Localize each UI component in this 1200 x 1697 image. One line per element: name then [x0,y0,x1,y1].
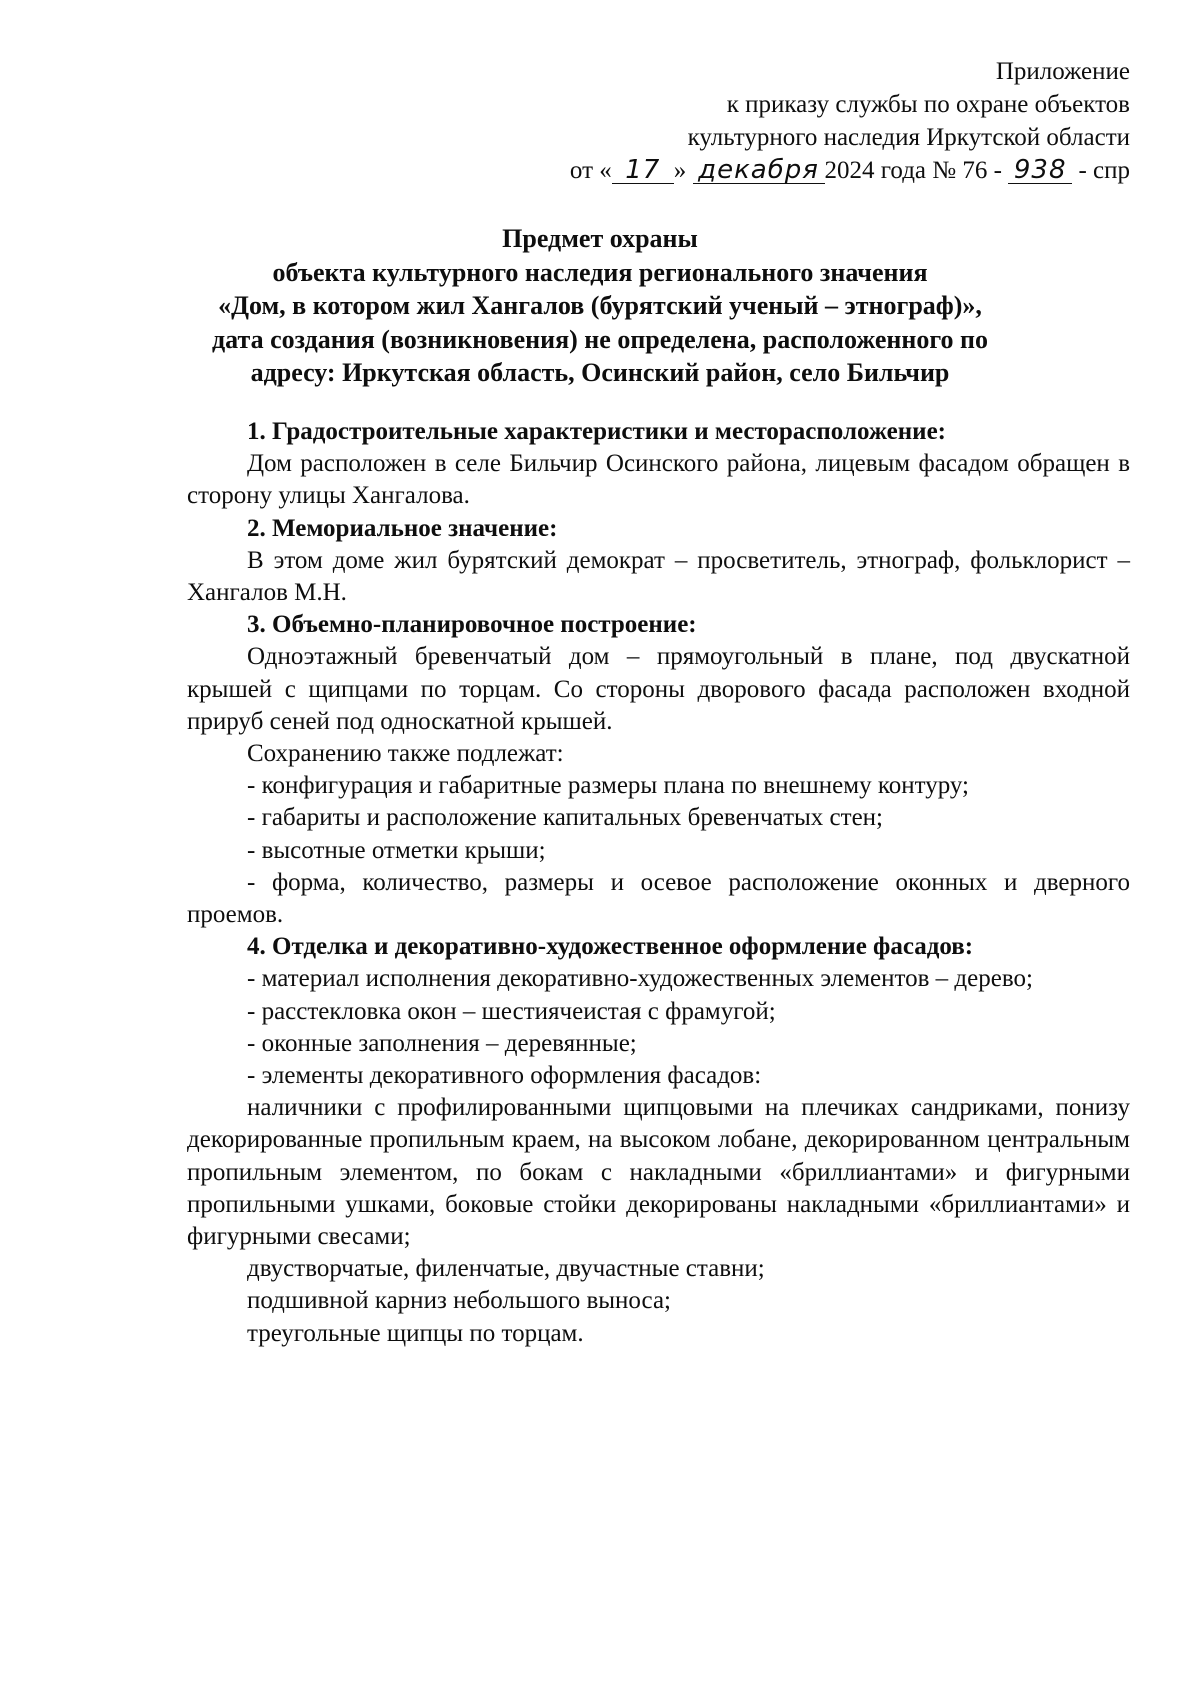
date-mid: » [673,157,687,184]
section-3-intro: Сохранению также подлежат: [247,740,564,768]
title-line: объекта культурного наследия регионального значения [272,257,928,287]
header-date-line [570,154,1130,187]
header-appendix-label: Приложение [995,58,1130,85]
handwritten-day: 17 [612,157,674,184]
title-line: дата создания (возникновения) не определена, расположенного по [212,324,988,354]
section-3-text: Одноэтажный бревенчатый дом – прямоугольный в плане, под двускатной крышей с щипцами по торцам. Со стороны дворового фасада расположен входной прируб сеней под односкатной крышей. [187,643,1130,735]
list-item: - элементы декоративного оформления фасадов: [247,1062,762,1090]
section-2-heading: 2. Мемориальное значение: [247,514,558,542]
header-order-reference: к приказу службы по охране объектов [726,91,1130,118]
document-body [187,416,1130,1350]
date-suffix: 2024 года № 76 - [824,157,1002,184]
list-item: двустворчатые, филенчатые, двучастные ставни; [247,1255,765,1283]
handwritten-month: декабря [693,157,825,184]
list-item: - габариты и расположение капитальных бревенчатых стен; [247,804,883,832]
section-1-heading: 1. Градостроительные характеристики и месторасположение: [247,418,946,445]
title-line: Предмет охраны [502,224,698,253]
header-authority: культурного наследия Иркутской области [687,124,1130,151]
list-item: - высотные отметки крыши; [247,836,546,864]
section-3-heading: 3. Объемно-планировочное построение: [247,611,697,639]
section-1-text: Дом расположен в селе Бильчир Осинского района, лицевым фасадом обращен в сторону улицы Хангалова. [187,450,1130,510]
handwritten-order-number: 938 [1008,157,1072,184]
list-item: - конфигурация и габаритные размеры плана по внешнему контуру; [247,772,969,800]
order-suffix: - спр [1078,157,1130,184]
list-item: подшивной карниз небольшого выноса; [247,1287,671,1315]
title-line: «Дом, в котором жил Хангалов (бурятский ученый – этнограф)», [218,291,982,320]
list-item: - расстекловка окон – шестиячеистая с фрамугой; [247,997,776,1025]
section-4-details: наличники с профилированными щипцовыми на плечиках сандриками, понизу декорированные пропильным краем, на высоком лобане, декорированном центральным пропильным элементом, по бокам с накладными «бриллиантами» и фигурными пропильными ушками, боковые стойки декорированы накладными «бриллиантами» и фигурными свесами; [187,1094,1130,1251]
list-item: - материал исполнения декоративно-художественных элементов – дерево; [247,965,1033,993]
title-line: адресу: Иркутская область, Осинский район, село Бильчир [250,358,950,387]
date-prefix: от « [569,157,612,184]
list-item: - форма, количество, размеры и осевое расположение оконных и дверного проемов. [187,868,1130,929]
document-header [570,55,1130,187]
list-item: - оконные заполнения – деревянные; [247,1029,637,1057]
list-item: треугольные щипцы по торцам. [247,1319,584,1347]
section-2-text: В этом доме жил бурятский демократ – просветитель, этнограф, фольклорист – Хангалов М.Н. [187,546,1130,607]
section-4-heading: 4. Отделка и декоративно-художественное оформление фасадов: [247,933,974,961]
document-title [0,222,1200,390]
